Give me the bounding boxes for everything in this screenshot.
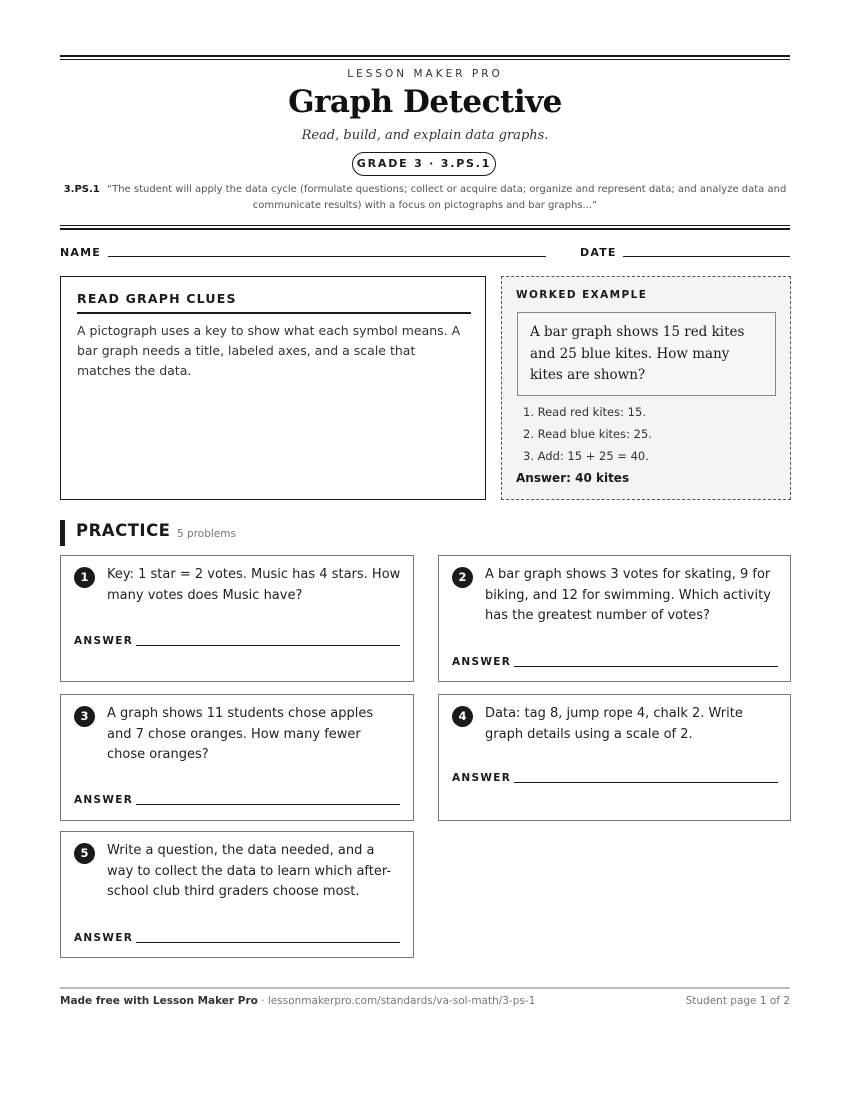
header-rule-thin [60, 59, 790, 60]
problem-card-2 [438, 555, 791, 682]
answer-field[interactable] [136, 942, 400, 943]
problem-text: A bar graph shows 3 votes for skating, 9 for biking, and 12 for swimming. Which activity has the greatest number of votes? [485, 567, 771, 623]
problem-number-badge: 3 [74, 706, 95, 727]
example-answer: Answer: 40 kites [516, 471, 630, 485]
graph-clues-panel [60, 276, 486, 500]
header-rule [60, 55, 790, 57]
answer-field[interactable] [136, 804, 400, 805]
answer-label: ANSWER [74, 635, 134, 647]
page-subtitle: Read, build, and explain data graphs. [301, 128, 549, 143]
answer-field[interactable] [514, 666, 778, 667]
clues-text: A pictograph uses a key to show what each symbol means. A bar graph needs a title, labeled axes, and a scale that matches the data. [77, 323, 461, 378]
standard-code: 3.PS.1 [63, 184, 100, 195]
example-step: 1. Read red kites: 15. [523, 405, 646, 419]
name-label: NAME [60, 246, 101, 259]
page-indicator: Student page 1 of 2 [685, 995, 790, 1007]
date-label: DATE [580, 246, 617, 259]
answer-field[interactable] [136, 645, 400, 646]
footer-brand: Made free with Lesson Maker Pro [60, 995, 258, 1007]
page-title: Graph Detective [288, 84, 562, 120]
date-field[interactable] [623, 256, 790, 257]
example-step: 3. Add: 15 + 25 = 40. [523, 449, 649, 463]
example-question: A bar graph shows 15 red kites and 25 blue kites. How many kites are shown? [517, 312, 776, 396]
problem-text: A graph shows 11 students chose apples and 7 chose oranges. How many fewer chose oranges? [107, 706, 374, 762]
answer-label: ANSWER [74, 794, 134, 806]
example-step: 2. Read blue kites: 25. [523, 427, 652, 441]
problem-text: Key: 1 star = 2 votes. Music has 4 stars. How many votes does Music have? [107, 567, 401, 603]
problem-number-badge: 2 [452, 567, 473, 588]
footer-credit [60, 995, 535, 1007]
practice-accent-bar [60, 520, 65, 546]
grade-badge: GRADE 3 · 3.PS.1 [352, 152, 496, 176]
answer-label: ANSWER [452, 656, 512, 668]
practice-heading: PRACTICE [76, 521, 171, 540]
clues-heading: READ GRAPH CLUES [77, 291, 471, 314]
problem-text: Write a question, the data needed, and a way to collect the data to learn which after-school club third graders choose most. [107, 843, 392, 899]
problem-card-1 [60, 555, 414, 682]
worked-example-panel [501, 276, 791, 500]
problem-number-badge: 1 [74, 567, 95, 588]
divider-rule [60, 225, 790, 226]
problem-number-badge: 4 [452, 706, 473, 727]
footer-url[interactable]: · lessonmakerpro.com/standards/va-sol-math/3-ps-1 [257, 995, 536, 1007]
practice-count: 5 problems [177, 528, 236, 540]
problem-card-4 [438, 694, 791, 821]
example-steps [523, 401, 652, 467]
divider-rule-thick [60, 228, 790, 230]
problem-card-5 [60, 831, 414, 958]
brand-name: LESSON MAKER PRO [347, 68, 503, 80]
example-heading: WORKED EXAMPLE [516, 289, 648, 301]
answer-label: ANSWER [74, 932, 134, 944]
answer-field[interactable] [514, 782, 778, 783]
problem-card-3 [60, 694, 414, 821]
name-field[interactable] [108, 256, 546, 257]
standard-text: “The student will apply the data cycle (formulate questions; collect or acquire data; organize and represent data; and analyze data and communicate results) with a focus on pictographs and bar graphs...” [106, 184, 787, 211]
footer-rule [60, 987, 790, 989]
answer-label: ANSWER [452, 772, 512, 784]
standard-description [60, 182, 790, 214]
problem-text: Data: tag 8, jump rope 4, chalk 2. Write graph details using a scale of 2. [485, 706, 743, 742]
problem-number-badge: 5 [74, 843, 95, 864]
